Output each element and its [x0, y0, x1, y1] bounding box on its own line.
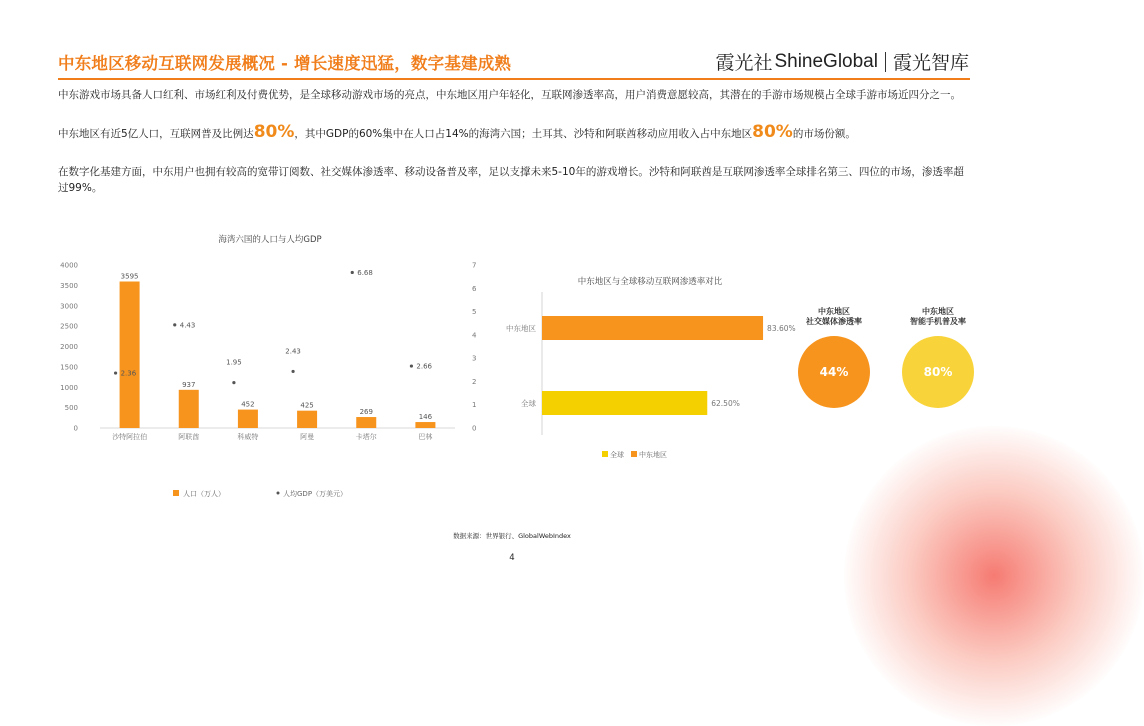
paragraph-2-part-c: 的市场份额。 — [792, 128, 856, 140]
chart2-bar — [542, 391, 707, 415]
penetration-chart — [495, 270, 796, 465]
chart1-right-tick: 1 — [472, 401, 477, 410]
page-number: 4 — [509, 553, 515, 563]
stat-smartphone-line1: 中东地区 — [922, 307, 954, 316]
chart1-bar-label: 937 — [182, 380, 196, 389]
legend-population-label: 人口（万人） — [183, 490, 225, 498]
chart1-category-label: 卡塔尔 — [355, 433, 377, 441]
legend-global-label: 全球 — [610, 451, 624, 459]
chart2-value-label: 62.50% — [711, 399, 740, 408]
chart2-category-label: 全球 — [521, 399, 536, 408]
chart2-legend — [602, 450, 667, 459]
chart1-bar-label: 146 — [418, 413, 433, 422]
paragraph-3: 在数字化基建方面，中东用户也拥有较高的宽带订阅数、社交媒体渗透率、移动设备普及率，足以支撑未来5-10年的游戏增长。沙特和阿联酋是互联网渗透率全球排名第三、四位的市场，渗透率超过99%。 — [58, 166, 964, 194]
chart1-left-tick: 3000 — [60, 302, 78, 311]
chart1-category-label: 巴林 — [418, 433, 433, 441]
chart1-category-label: 科威特 — [237, 433, 259, 441]
chart1-right-tick: 4 — [472, 331, 477, 340]
stat-social-media-line2: 社交媒体渗透率 — [806, 317, 862, 326]
highlight-internet-rate: 80% — [253, 122, 295, 142]
chart1-left-tick: 2500 — [60, 322, 78, 331]
title-underline — [58, 78, 970, 80]
chart1-bar — [356, 417, 376, 428]
chart1-gdp-label: 2.36 — [120, 369, 137, 378]
chart1-category-label: 阿联酋 — [178, 433, 200, 441]
chart1-gdp-label: 1.95 — [226, 358, 242, 367]
chart1-bar-label: 452 — [241, 400, 255, 409]
highlight-revenue-share: 80% — [752, 122, 793, 142]
stat-social-media-label — [779, 307, 889, 327]
chart1-gdp-label: 2.66 — [416, 362, 433, 371]
legend-middle-east-swatch — [631, 451, 637, 457]
chart1-bar-label: 425 — [300, 401, 314, 410]
chart1-gdp-point — [232, 381, 235, 384]
chart1-right-tick: 5 — [472, 308, 477, 317]
chart2-value-label: 83.60% — [767, 324, 796, 333]
chart1-gdp-label: 2.43 — [285, 347, 301, 356]
chart1-gdp-point — [114, 371, 117, 374]
brand-logo — [715, 48, 969, 75]
logo-cn-2: 霞光智库 — [892, 52, 969, 74]
chart2-title: 中东地区与全球移动互联网渗透率对比 — [577, 277, 723, 287]
data-source: 数据来源：世界银行、GlobalWebIndex — [453, 532, 571, 540]
chart1-gdp-point — [410, 364, 413, 367]
chart1-category-label: 阿曼 — [300, 433, 315, 441]
chart1-left-tick: 4000 — [60, 261, 78, 270]
paragraph-2-part-a: 中东地区有近5亿人口，互联网普及比例达 — [58, 128, 254, 140]
chart1-bar — [238, 410, 258, 428]
corner-decoration — [844, 426, 1144, 726]
chart1-gdp-point — [291, 370, 294, 373]
chart1-right-tick: 0 — [472, 424, 477, 433]
chart1-bar — [297, 411, 317, 428]
chart1-right-tick: 3 — [472, 354, 477, 363]
logo-en: ShineGlobal — [774, 50, 878, 72]
chart1-bar-label: 269 — [359, 408, 373, 417]
stat-smartphone-label — [883, 307, 993, 327]
chart1-bar-label: 3595 — [120, 272, 139, 281]
chart1-title: 海湾六国的人口与人均GDP — [218, 235, 322, 245]
chart1-right-tick: 7 — [472, 261, 477, 270]
chart1-legend — [173, 489, 347, 498]
stat-social-media-circle — [798, 336, 870, 408]
stat-smartphone-circle — [902, 336, 974, 408]
stat-social-media-line1: 中东地区 — [818, 307, 850, 316]
chart1-right-tick: 2 — [472, 377, 477, 386]
logo-cn: 霞光社 — [715, 52, 773, 74]
chart1-left-tick: 1500 — [60, 363, 78, 372]
chart1-left-tick: 500 — [64, 404, 78, 413]
chart1-left-tick: 1000 — [60, 383, 78, 392]
paragraph-2-part-b: ，其中GDP的60%集中在人口占14%的海湾六国；土耳其、沙特和阿联酋移动应用收入占中东地区 — [294, 128, 753, 140]
paragraph-2 — [58, 124, 973, 142]
chart1-left-tick: 0 — [73, 424, 78, 433]
chart1-gdp-label: 6.68 — [357, 268, 373, 277]
stat-smartphone-value: 80% — [923, 365, 953, 379]
legend-gdp-label: 人均GDP（万美元） — [283, 490, 348, 498]
legend-middle-east-label: 中东地区 — [639, 451, 667, 459]
logo-separator — [885, 52, 886, 72]
chart1-left-tick: 2000 — [60, 343, 78, 351]
chart2-bar — [542, 316, 763, 340]
page-title: 中东地区移动互联网发展概况 - 增长速度迅猛，数字基建成熟 — [58, 54, 512, 73]
stat-smartphone-line2: 智能手机普及率 — [910, 317, 966, 326]
chart1-gdp-label: 4.43 — [179, 321, 196, 330]
legend-global-swatch — [602, 451, 608, 457]
paragraph-1: 中东游戏市场具备人口红利、市场红利及付费优势，是全球移动游戏市场的亮点，中东地区用户年轻化，互联网渗透率高，用户消费意愿较高，其潜在的手游市场规模占全球手游市场近四分之一。 — [58, 89, 961, 101]
legend-population-swatch — [173, 490, 179, 496]
chart1-bar — [415, 422, 435, 428]
chart1-bar — [120, 282, 140, 428]
population-gdp-chart — [40, 225, 480, 510]
chart1-gdp-point — [351, 271, 354, 274]
legend-gdp-marker — [277, 492, 280, 495]
chart1-right-tick: 6 — [472, 284, 477, 293]
chart1-category-label: 沙特阿拉伯 — [112, 433, 148, 441]
stat-social-media-value: 44% — [819, 365, 849, 379]
chart1-bar — [179, 390, 199, 428]
chart2-category-label: 中东地区 — [506, 324, 536, 333]
chart1-left-tick: 3500 — [60, 281, 78, 290]
chart1-gdp-point — [173, 323, 176, 326]
